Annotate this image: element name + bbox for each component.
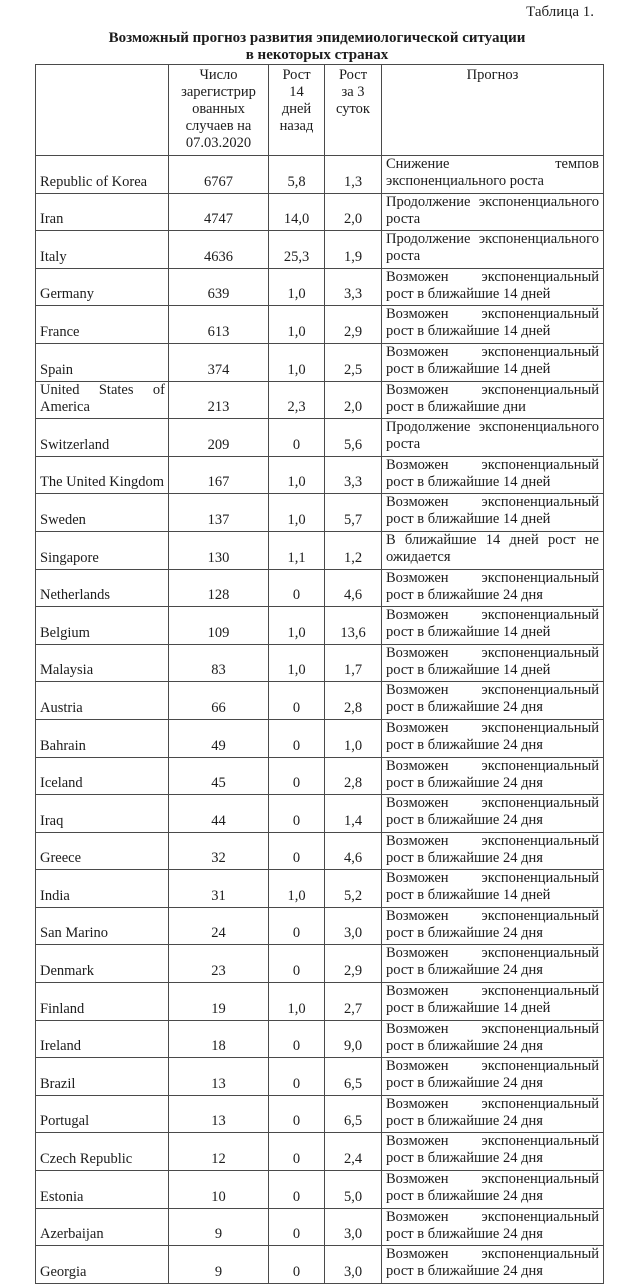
cell-growth-3d: 3,0 xyxy=(325,1246,382,1284)
cell-forecast: Возможен экспоненциальный рост в ближайшие 24 дня xyxy=(382,1020,604,1058)
header-growth-14d-line: дней xyxy=(281,101,312,117)
cell-growth-14d: 1,0 xyxy=(269,983,325,1021)
cell-cases: 32 xyxy=(169,832,269,870)
cell-country: Iran xyxy=(36,193,169,231)
cell-country: Malaysia xyxy=(36,644,169,682)
cell-forecast: Возможен экспоненциальный рост в ближайшие дни xyxy=(382,381,604,419)
cell-forecast: Продолжение экспоненциального роста xyxy=(382,193,604,231)
cell-growth-3d: 5,7 xyxy=(325,494,382,532)
cell-growth-14d: 1,0 xyxy=(269,343,325,381)
table-row xyxy=(36,1020,604,1058)
cell-growth-14d: 0 xyxy=(269,1246,325,1284)
cell-growth-3d: 1,7 xyxy=(325,644,382,682)
cell-growth-14d: 25,3 xyxy=(269,231,325,269)
cell-forecast: Возможен экспоненциальный рост в ближайшие 24 дня xyxy=(382,569,604,607)
cell-cases: 9 xyxy=(169,1208,269,1246)
cell-growth-14d: 1,0 xyxy=(269,644,325,682)
cell-growth-3d: 4,6 xyxy=(325,832,382,870)
cell-forecast: Возможен экспоненциальный рост в ближайшие 24 дня xyxy=(382,1208,604,1246)
cell-growth-3d: 1,4 xyxy=(325,795,382,833)
cell-growth-3d: 1,9 xyxy=(325,231,382,269)
cell-country: Republic of Korea xyxy=(36,156,169,194)
cell-growth-3d: 2,4 xyxy=(325,1133,382,1171)
header-cases xyxy=(169,65,269,156)
cell-country: Sweden xyxy=(36,494,169,532)
cell-growth-3d: 5,6 xyxy=(325,419,382,457)
cell-cases: 9 xyxy=(169,1246,269,1284)
cell-growth-14d: 2,3 xyxy=(269,381,325,419)
table-row xyxy=(36,456,604,494)
cell-country: Iraq xyxy=(36,795,169,833)
table-row xyxy=(36,193,604,231)
cell-growth-3d: 3,0 xyxy=(325,1208,382,1246)
cell-growth-14d: 0 xyxy=(269,1208,325,1246)
cell-country: Finland xyxy=(36,983,169,1021)
cell-forecast: Возможен экспоненциальный рост в ближайшие 14 дней xyxy=(382,607,604,645)
cell-growth-3d: 3,0 xyxy=(325,907,382,945)
table-row xyxy=(36,231,604,269)
cell-forecast: Возможен экспоненциальный рост в ближайшие 14 дней xyxy=(382,456,604,494)
cell-country: San Marino xyxy=(36,907,169,945)
cell-growth-14d: 0 xyxy=(269,1171,325,1209)
table-row xyxy=(36,644,604,682)
cell-country: The United Kingdom xyxy=(36,456,169,494)
cell-country: France xyxy=(36,306,169,344)
cell-cases: 167 xyxy=(169,456,269,494)
document-title-line2: в некоторых странах xyxy=(245,47,389,63)
cell-forecast: Возможен экспоненциальный рост в ближайшие 24 дня xyxy=(382,945,604,983)
header-growth-14d xyxy=(269,65,325,156)
cell-country: Estonia xyxy=(36,1171,169,1209)
table-row xyxy=(36,607,604,645)
cell-forecast: Снижение темпов экспоненциального роста xyxy=(382,156,604,194)
header-country xyxy=(36,65,169,156)
cell-cases: 12 xyxy=(169,1133,269,1171)
cell-country: Germany xyxy=(36,268,169,306)
header-growth-3d xyxy=(325,65,382,156)
table-row xyxy=(36,870,604,908)
cell-cases: 4747 xyxy=(169,193,269,231)
cell-growth-3d: 6,5 xyxy=(325,1095,382,1133)
table-row xyxy=(36,1246,604,1284)
header-growth-3d-line: за 3 xyxy=(341,84,365,100)
table-row xyxy=(36,945,604,983)
cell-forecast: В ближайшие 14 дней рост не ожидается xyxy=(382,531,604,569)
cell-forecast: Возможен экспоненциальный рост в ближайшие 24 дня xyxy=(382,719,604,757)
cell-cases: 24 xyxy=(169,907,269,945)
cell-forecast: Продолжение экспоненциального роста xyxy=(382,231,604,269)
table-row xyxy=(36,757,604,795)
cell-growth-14d: 0 xyxy=(269,1095,325,1133)
cell-growth-14d: 0 xyxy=(269,1058,325,1096)
cell-country: Georgia xyxy=(36,1246,169,1284)
table-row xyxy=(36,156,604,194)
cell-country: Denmark xyxy=(36,945,169,983)
document-title-line1: Возможный прогноз развития эпидемиологической ситуации xyxy=(108,30,526,46)
cell-forecast: Возможен экспоненциальный рост в ближайшие 24 дня xyxy=(382,757,604,795)
cell-forecast: Возможен экспоненциальный рост в ближайшие 14 дней xyxy=(382,343,604,381)
table-row xyxy=(36,1058,604,1096)
cell-country: Iceland xyxy=(36,757,169,795)
table-number: Таблица 1. xyxy=(526,4,594,20)
cell-country: Brazil xyxy=(36,1058,169,1096)
header-cases-line: ованных xyxy=(192,101,245,117)
header-growth-14d-line: 14 xyxy=(289,84,304,100)
cell-forecast: Возможен экспоненциальный рост в ближайшие 24 дня xyxy=(382,907,604,945)
header-growth-3d-line: суток xyxy=(336,101,370,117)
cell-cases: 19 xyxy=(169,983,269,1021)
table-row xyxy=(36,682,604,720)
table-row xyxy=(36,1171,604,1209)
cell-growth-3d: 5,2 xyxy=(325,870,382,908)
cell-forecast: Возможен экспоненциальный рост в ближайшие 14 дней xyxy=(382,983,604,1021)
cell-country: Netherlands xyxy=(36,569,169,607)
header-growth-14d-line: Рост xyxy=(282,67,311,83)
cell-growth-3d: 9,0 xyxy=(325,1020,382,1058)
cell-growth-3d: 5,0 xyxy=(325,1171,382,1209)
table-row xyxy=(36,719,604,757)
cell-country: India xyxy=(36,870,169,908)
cell-country: Belgium xyxy=(36,607,169,645)
cell-forecast: Возможен экспоненциальный рост в ближайшие 24 дня xyxy=(382,832,604,870)
cell-country: Czech Republic xyxy=(36,1133,169,1171)
cell-growth-14d: 1,0 xyxy=(269,268,325,306)
cell-cases: 13 xyxy=(169,1058,269,1096)
table-row xyxy=(36,1133,604,1171)
table-row xyxy=(36,1095,604,1133)
cell-growth-14d: 1,0 xyxy=(269,306,325,344)
table-row xyxy=(36,494,604,532)
cell-growth-3d: 4,6 xyxy=(325,569,382,607)
cell-cases: 613 xyxy=(169,306,269,344)
cell-forecast: Возможен экспоненциальный рост в ближайшие 24 дня xyxy=(382,1133,604,1171)
cell-country: Bahrain xyxy=(36,719,169,757)
table-row xyxy=(36,268,604,306)
cell-growth-3d: 2,9 xyxy=(325,306,382,344)
cell-cases: 18 xyxy=(169,1020,269,1058)
cell-growth-3d: 2,0 xyxy=(325,193,382,231)
cell-country: Austria xyxy=(36,682,169,720)
cell-cases: 23 xyxy=(169,945,269,983)
table-row xyxy=(36,306,604,344)
cell-cases: 44 xyxy=(169,795,269,833)
cell-forecast: Возможен экспоненциальный рост в ближайшие 14 дней xyxy=(382,644,604,682)
cell-forecast: Возможен экспоненциальный рост в ближайшие 14 дней xyxy=(382,494,604,532)
header-cases-line: Число xyxy=(199,67,238,83)
table-row xyxy=(36,1208,604,1246)
cell-growth-14d: 0 xyxy=(269,757,325,795)
table-row xyxy=(36,531,604,569)
forecast-table xyxy=(35,64,604,1284)
cell-growth-14d: 14,0 xyxy=(269,193,325,231)
cell-forecast: Возможен экспоненциальный рост в ближайшие 14 дней xyxy=(382,306,604,344)
cell-country: Italy xyxy=(36,231,169,269)
cell-growth-3d: 2,9 xyxy=(325,945,382,983)
cell-cases: 45 xyxy=(169,757,269,795)
cell-growth-14d: 1,0 xyxy=(269,870,325,908)
cell-cases: 6767 xyxy=(169,156,269,194)
cell-forecast: Возможен экспоненциальный рост в ближайшие 14 дней xyxy=(382,268,604,306)
cell-forecast: Возможен экспоненциальный рост в ближайшие 24 дня xyxy=(382,1171,604,1209)
cell-growth-14d: 0 xyxy=(269,795,325,833)
cell-cases: 209 xyxy=(169,419,269,457)
cell-country: Portugal xyxy=(36,1095,169,1133)
cell-forecast: Возможен экспоненциальный рост в ближайшие 14 дней xyxy=(382,870,604,908)
header-growth-14d-line: назад xyxy=(279,118,314,134)
cell-cases: 137 xyxy=(169,494,269,532)
cell-growth-3d: 2,8 xyxy=(325,682,382,720)
cell-forecast: Возможен экспоненциальный рост в ближайшие 24 дня xyxy=(382,1058,604,1096)
cell-cases: 10 xyxy=(169,1171,269,1209)
table-row xyxy=(36,907,604,945)
cell-growth-14d: 0 xyxy=(269,719,325,757)
table-row xyxy=(36,795,604,833)
cell-growth-14d: 0 xyxy=(269,1020,325,1058)
cell-growth-3d: 13,6 xyxy=(325,607,382,645)
cell-forecast: Продолжение экспоненциального роста xyxy=(382,419,604,457)
cell-cases: 374 xyxy=(169,343,269,381)
cell-growth-3d: 2,7 xyxy=(325,983,382,1021)
table-row xyxy=(36,381,604,419)
cell-cases: 213 xyxy=(169,381,269,419)
cell-growth-14d: 1,1 xyxy=(269,531,325,569)
cell-growth-14d: 0 xyxy=(269,945,325,983)
header-row xyxy=(36,65,604,156)
cell-growth-14d: 0 xyxy=(269,907,325,945)
cell-growth-3d: 3,3 xyxy=(325,268,382,306)
header-cases-line: случаев на xyxy=(185,118,252,134)
cell-growth-14d: 1,0 xyxy=(269,456,325,494)
cell-cases: 13 xyxy=(169,1095,269,1133)
cell-forecast: Возможен экспоненциальный рост в ближайшие 24 дня xyxy=(382,1095,604,1133)
cell-forecast: Возможен экспоненциальный рост в ближайшие 24 дня xyxy=(382,682,604,720)
cell-growth-14d: 1,0 xyxy=(269,494,325,532)
cell-cases: 83 xyxy=(169,644,269,682)
cell-cases: 4636 xyxy=(169,231,269,269)
cell-growth-14d: 5,8 xyxy=(269,156,325,194)
cell-growth-3d: 6,5 xyxy=(325,1058,382,1096)
cell-country: Switzerland xyxy=(36,419,169,457)
header-growth-3d-line: Рост xyxy=(338,67,368,83)
cell-country: Ireland xyxy=(36,1020,169,1058)
cell-country: Singapore xyxy=(36,531,169,569)
cell-cases: 66 xyxy=(169,682,269,720)
table-row xyxy=(36,983,604,1021)
cell-forecast: Возможен экспоненциальный рост в ближайшие 24 дня xyxy=(382,795,604,833)
header-cases-line: зарегистрир xyxy=(181,84,256,100)
cell-growth-14d: 1,0 xyxy=(269,607,325,645)
cell-cases: 639 xyxy=(169,268,269,306)
cell-country: Greece xyxy=(36,832,169,870)
cell-growth-3d: 1,0 xyxy=(325,719,382,757)
cell-country: Spain xyxy=(36,343,169,381)
cell-cases: 130 xyxy=(169,531,269,569)
cell-cases: 49 xyxy=(169,719,269,757)
cell-growth-14d: 0 xyxy=(269,1133,325,1171)
cell-growth-3d: 2,0 xyxy=(325,381,382,419)
header-forecast: Прогноз xyxy=(382,65,604,156)
cell-cases: 128 xyxy=(169,569,269,607)
table-row xyxy=(36,569,604,607)
cell-growth-3d: 1,3 xyxy=(325,156,382,194)
cell-growth-14d: 0 xyxy=(269,419,325,457)
cell-growth-3d: 2,8 xyxy=(325,757,382,795)
table-row xyxy=(36,343,604,381)
cell-growth-3d: 1,2 xyxy=(325,531,382,569)
cell-growth-3d: 3,3 xyxy=(325,456,382,494)
cell-growth-14d: 0 xyxy=(269,832,325,870)
cell-country: United States of America xyxy=(36,381,169,419)
cell-growth-14d: 0 xyxy=(269,569,325,607)
cell-growth-14d: 0 xyxy=(269,682,325,720)
cell-cases: 109 xyxy=(169,607,269,645)
cell-cases: 31 xyxy=(169,870,269,908)
header-cases-line: 07.03.2020 xyxy=(185,135,252,151)
cell-country: Azerbaijan xyxy=(36,1208,169,1246)
table-row xyxy=(36,832,604,870)
cell-forecast: Возможен экспоненциальный рост в ближайшие 24 дня xyxy=(382,1246,604,1284)
table-body xyxy=(36,156,604,1284)
table-row xyxy=(36,419,604,457)
cell-growth-3d: 2,5 xyxy=(325,343,382,381)
